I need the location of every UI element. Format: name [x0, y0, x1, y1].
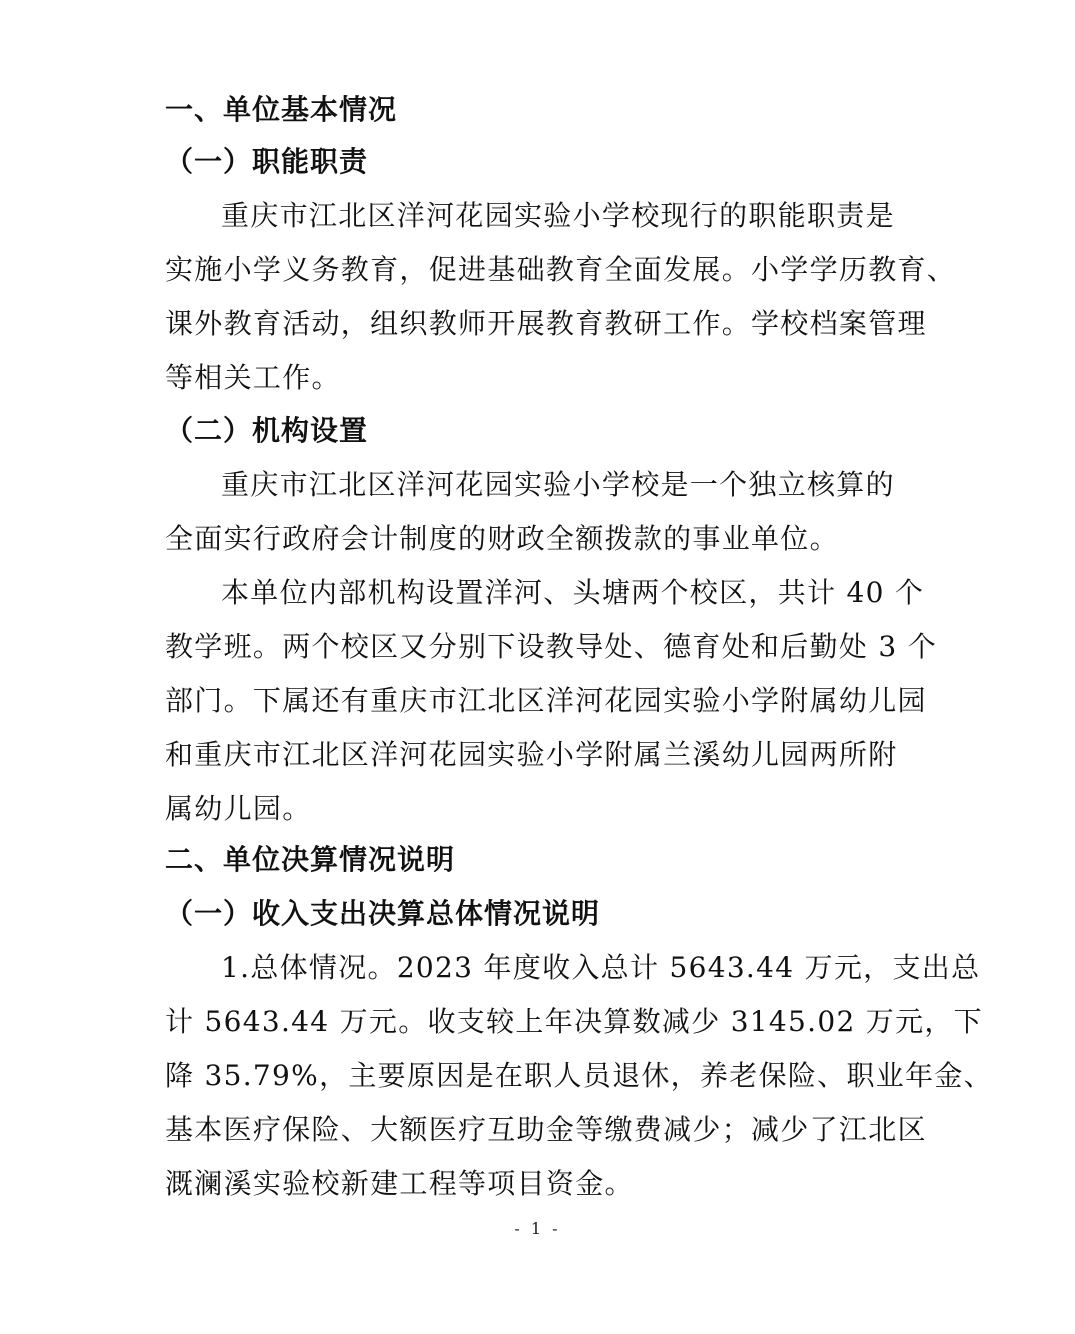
paragraph-duties-line-4: 等相关工作。	[165, 361, 341, 394]
paragraph-structure-line-1: 重庆市江北区洋河花园实验小学校是一个独立核算的	[221, 468, 895, 501]
paragraph-overview-line-5: 溉澜溪实验校新建工程等项目资金。	[165, 1167, 634, 1200]
paragraph-overview-line-3: 降 35.79%，主要原因是在职人员退休，养老保险、职业年金、	[165, 1059, 993, 1092]
paragraph-overview-line-4: 基本医疗保险、大额医疗互助金等缴费减少；减少了江北区	[165, 1113, 927, 1146]
paragraph-departments-line-4: 和重庆市江北区洋河花园实验小学附属兰溪幼儿园两所附	[165, 738, 898, 771]
paragraph-duties-line-3: 课外教育活动，组织教师开展教育教研工作。学校档案管理	[165, 307, 927, 340]
section-heading-2: 二、单位决算情况说明	[165, 843, 456, 876]
paragraph-departments-line-1: 本单位内部机构设置洋河、头塘两个校区，共计 40 个	[221, 576, 925, 609]
section-heading-1: 一、单位基本情况	[165, 93, 398, 126]
subsection-heading-overview: （一）收入支出决算总体情况说明	[165, 897, 601, 930]
paragraph-departments-line-3: 部门。下属还有重庆市江北区洋河花园实验小学附属幼儿园	[165, 684, 927, 717]
paragraph-departments-line-2: 教学班。两个校区又分别下设教导处、德育处和后勤处 3 个	[165, 630, 938, 663]
page-number: - 1 -	[514, 1219, 561, 1238]
paragraph-overview-line-2: 计 5643.44 万元。收支较上年决算数减少 3145.02 万元，下	[165, 1005, 983, 1038]
paragraph-departments-line-5: 属幼儿园。	[165, 792, 312, 825]
subsection-heading-duties: （一）职能职责	[165, 145, 369, 178]
paragraph-duties-line-1: 重庆市江北区洋河花园实验小学校现行的职能职责是	[221, 199, 895, 232]
subsection-heading-structure: （二）机构设置	[165, 414, 369, 447]
paragraph-duties-line-2: 实施小学义务教育，促进基础教育全面发展。小学学历教育、	[165, 253, 957, 286]
paragraph-structure-line-2: 全面实行政府会计制度的财政全额拨款的事业单位。	[165, 522, 839, 555]
paragraph-overview-line-1: 1.总体情况。2023 年度收入总计 5643.44 万元，支出总	[221, 951, 981, 984]
